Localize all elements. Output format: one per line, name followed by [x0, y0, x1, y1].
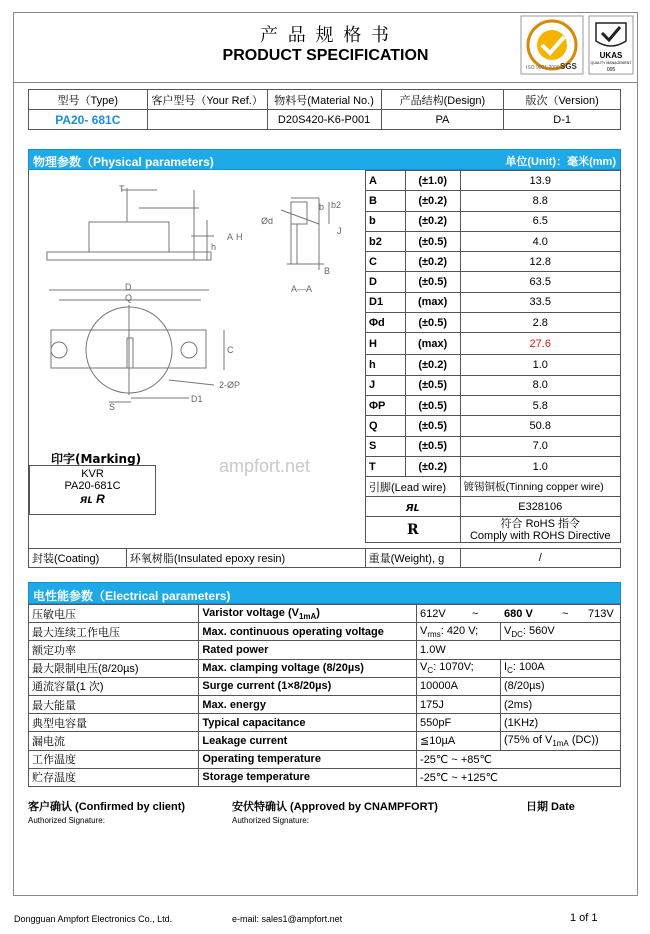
drawing-label-d1: D1 — [191, 394, 203, 404]
param-en — [199, 677, 417, 695]
electrical-row — [29, 605, 621, 623]
footer-email[interactable]: e-mail: sales1@ampfort.net — [232, 914, 343, 924]
param-value: 4.0 — [460, 231, 620, 251]
physical-row — [366, 211, 621, 231]
value-2-sub: 1mA — [552, 739, 569, 748]
param-value: 27.6 — [460, 333, 620, 355]
electrical-section-header — [28, 582, 621, 604]
physical-row — [366, 395, 621, 415]
param-tolerance: (±0.5) — [405, 436, 460, 456]
lead-wire-label: 引脚(Lead wire) — [366, 477, 461, 497]
param-en-text: Varistor voltage (V — [202, 606, 299, 619]
param-cn-text: 额定功率 — [32, 644, 76, 657]
param-en-sub: 1mA — [298, 611, 317, 621]
physical-row — [366, 231, 621, 251]
drawing-label-h: h — [211, 242, 217, 252]
physical-row — [366, 436, 621, 456]
watermark: ampfort.net — [219, 456, 311, 476]
param-value-1 — [417, 641, 621, 659]
lead-wire-row — [366, 477, 621, 497]
param-cn-text: 最大连续工作电压 — [32, 626, 120, 639]
param-name: b2 — [366, 231, 406, 251]
param-cn — [29, 605, 199, 623]
info-table — [28, 89, 621, 130]
param-value-2 — [501, 677, 621, 695]
param-en — [199, 732, 417, 750]
param-value: 33.5 — [460, 292, 620, 312]
info-material-value: D20S420-K6-P001 — [267, 110, 381, 130]
value-2: I — [504, 661, 508, 674]
physical-title: 物理参数（Physical parameters) — [33, 155, 214, 169]
value-1-sub: C — [427, 666, 434, 676]
info-header-ref: 客户型号（Your Ref.） — [147, 90, 267, 110]
param-tolerance: (±0.5) — [405, 395, 460, 415]
drawing-label-a: A — [227, 232, 234, 242]
drawing-label-h-max: H — [236, 232, 243, 242]
info-type-value: PA20- 681C — [29, 110, 148, 130]
param-value-1 — [417, 750, 621, 768]
param-tolerance: (max) — [405, 333, 460, 355]
value-nominal: 680 V — [504, 607, 533, 620]
drawing-label-b-cap: B — [324, 266, 331, 276]
param-value: 5.8 — [460, 395, 620, 415]
param-en — [199, 714, 417, 732]
param-en — [199, 768, 417, 786]
param-value: 8.0 — [460, 375, 620, 395]
drawing-label-d: Ød — [261, 216, 274, 226]
param-en — [199, 605, 417, 623]
physical-row — [366, 292, 621, 312]
electrical-row — [29, 659, 621, 677]
electrical-row — [29, 750, 621, 768]
ukas-cert-logo — [588, 15, 634, 75]
value-1: V — [420, 661, 428, 674]
sgs-label: SGS — [560, 62, 577, 71]
param-value: 63.5 — [460, 272, 620, 292]
param-value-2 — [501, 695, 621, 713]
value-2-tail: : 560V — [522, 624, 555, 637]
param-name: H — [366, 333, 406, 355]
value-2: V — [504, 624, 512, 637]
param-value: 7.0 — [460, 436, 620, 456]
param-cn-text: 压敏电压 — [32, 608, 76, 621]
coating-label: 封装(Coating) — [29, 549, 127, 568]
param-name: T — [366, 456, 406, 476]
physical-params-table — [365, 170, 621, 543]
electrical-row — [29, 768, 621, 786]
param-value: 12.8 — [460, 252, 620, 272]
rohs-cn: 符合 RoHS 指令 — [500, 517, 580, 530]
dimension-drawing — [29, 170, 366, 460]
value-2: (75% of V — [504, 733, 553, 746]
physical-row — [366, 252, 621, 272]
drawing-area — [28, 170, 365, 548]
param-name: C — [366, 252, 406, 272]
drawing-label-b2: b2 — [331, 200, 342, 210]
param-value: 2.8 — [460, 313, 620, 333]
param-cn-text: 典型电容量 — [32, 717, 87, 730]
info-design-value: PA — [381, 110, 504, 130]
drawing-label-t: T — [119, 184, 125, 194]
electrical-title: 电性能参数（Electrical parameters) — [33, 589, 231, 603]
footer-page: 1 of 1 — [570, 912, 598, 924]
sgs-cert-logo — [520, 15, 584, 75]
param-en-text: Max. energy — [202, 698, 266, 711]
param-value: 8.8 — [460, 191, 620, 211]
param-tolerance: (±0.2) — [405, 211, 460, 231]
drawing-section-label: A—A — [291, 284, 313, 294]
param-name: B — [366, 191, 406, 211]
param-cn-text: 工作温度 — [32, 754, 76, 767]
iso-label: ISO 9001:2000 — [526, 65, 560, 71]
param-name: A — [366, 171, 406, 191]
param-value: 13.9 — [460, 171, 620, 191]
param-en-text: Surge current (1×8/20µs) — [202, 680, 332, 693]
param-name: h — [366, 355, 406, 375]
drawing-label-c: C — [227, 345, 234, 355]
param-tolerance: (±0.2) — [405, 355, 460, 375]
drawing-label-j: J — [337, 226, 342, 236]
param-en — [199, 659, 417, 677]
value-1: 10000A — [420, 680, 458, 693]
info-header-design: 产品结构(Design) — [381, 90, 504, 110]
value-1: 175J — [420, 698, 444, 711]
param-cn — [29, 695, 199, 713]
param-value-1 — [417, 695, 501, 713]
value-min: 612V — [420, 607, 446, 620]
value-2-tail: : 100A — [512, 661, 545, 674]
param-cn — [29, 750, 199, 768]
param-value: 6.5 — [460, 211, 620, 231]
param-name: D1 — [366, 292, 406, 312]
param-en-text: Typical capacitance — [202, 716, 306, 729]
electrical-row — [29, 714, 621, 732]
param-value-2 — [501, 714, 621, 732]
marking-title: 印字(Marking) — [51, 452, 142, 466]
param-cn — [29, 714, 199, 732]
drawing-label-dd: D — [125, 282, 132, 292]
param-tolerance: (±0.5) — [405, 272, 460, 292]
param-value-1 — [417, 732, 501, 750]
value-max: 713V — [588, 607, 614, 620]
value-1-tail: : 1070V; — [433, 661, 474, 674]
param-cn-text: 最大能量 — [32, 699, 76, 712]
electrical-row — [29, 641, 621, 659]
coating-row — [29, 549, 621, 568]
lead-wire-value: 镀锡铜板(Tinning copper wire) — [460, 477, 620, 497]
param-value-2 — [501, 623, 621, 641]
param-cn-text: 最大限制电压(8/20µs) — [32, 663, 139, 676]
value-2-sub: C — [507, 666, 513, 676]
param-value — [417, 605, 621, 623]
param-name: J — [366, 375, 406, 395]
param-name: D — [366, 272, 406, 292]
value-2: (8/20µs) — [504, 680, 545, 693]
param-cn — [29, 623, 199, 641]
date-label: 日期 Date — [526, 801, 575, 813]
ul-row — [366, 497, 621, 517]
param-tolerance: (±0.2) — [405, 252, 460, 272]
info-ref-value — [147, 110, 267, 130]
param-cn — [29, 768, 199, 786]
param-name: S — [366, 436, 406, 456]
approved-confirm: 安伏特确认 (Approved by CNAMPFORT) — [232, 801, 438, 813]
param-tolerance: (±0.5) — [405, 231, 460, 251]
param-value-2 — [501, 732, 621, 750]
info-value-row — [29, 110, 621, 130]
electrical-row — [29, 677, 621, 695]
marking-line-2: PA20-681C — [64, 480, 121, 492]
info-version-value: D-1 — [504, 110, 621, 130]
param-tolerance: (±0.2) — [405, 456, 460, 476]
client-confirm: 客户确认 (Confirmed by client) — [28, 801, 186, 813]
ul-logo-icon: ᴙʟ — [366, 497, 461, 517]
physical-row — [366, 355, 621, 375]
param-value: 1.0 — [460, 355, 620, 375]
weight-value: / — [460, 549, 620, 568]
param-name: Φd — [366, 313, 406, 333]
electrical-row — [29, 695, 621, 713]
param-tolerance: (±1.0) — [405, 171, 460, 191]
info-header-row — [29, 90, 621, 110]
physical-unit: 单位(Unit)：毫米(mm) — [505, 156, 616, 168]
param-tolerance: (±0.5) — [405, 375, 460, 395]
value-2-sub: DC — [511, 629, 523, 639]
param-cn-text: 漏电流 — [32, 735, 65, 748]
header — [14, 13, 637, 83]
rohs-r-icon: R — [366, 517, 461, 543]
title-en: PRODUCT SPECIFICATION — [222, 47, 429, 64]
param-value-2 — [501, 659, 621, 677]
marking-line-1: KVR — [81, 468, 104, 480]
physical-row — [366, 456, 621, 476]
ul-mark-icon: ᴙʟ R — [80, 492, 105, 506]
value-1: -25℃ ~ +85℃ — [420, 753, 492, 766]
param-cn — [29, 677, 199, 695]
approved-signature-label: Authorized Signature: — [232, 816, 309, 825]
weight-label: 重量(Weight), g — [365, 549, 460, 568]
param-en-text: Storage temperature — [202, 771, 310, 784]
param-value-1 — [417, 677, 501, 695]
physical-row — [366, 272, 621, 292]
param-en — [199, 750, 417, 768]
info-header-version: 版次（Version) — [504, 90, 621, 110]
rohs-en: Comply with ROHS Directive — [469, 529, 611, 542]
value-1: ≦10µA — [420, 735, 456, 748]
electrical-row — [29, 732, 621, 750]
param-value-1 — [417, 659, 501, 677]
value-1: V — [420, 624, 428, 637]
param-en-text: Leakage current — [202, 734, 288, 747]
electrical-params-table — [28, 604, 621, 787]
param-tolerance: (±0.5) — [405, 313, 460, 333]
physical-row — [366, 333, 621, 355]
param-cn — [29, 732, 199, 750]
param-en-text: Max. continuous operating voltage — [202, 625, 384, 638]
value-1: -25℃ ~ +125℃ — [420, 771, 498, 784]
param-en-tail: ) — [316, 606, 320, 619]
value-2-tail: (DC)) — [568, 733, 599, 746]
physical-row — [366, 375, 621, 395]
value-1: 1.0W — [420, 643, 446, 656]
electrical-row — [29, 623, 621, 641]
coating-value: 环氧树脂(Insulated epoxy resin) — [126, 549, 365, 568]
drawing-label-b: b — [319, 202, 325, 212]
param-en — [199, 623, 417, 641]
param-tolerance: (±0.2) — [405, 191, 460, 211]
param-name: b — [366, 211, 406, 231]
param-tolerance: (±0.5) — [405, 416, 460, 436]
param-value: 50.8 — [460, 416, 620, 436]
param-value-1 — [417, 714, 501, 732]
param-cn — [29, 641, 199, 659]
ukas-code: 005 — [606, 67, 616, 73]
value-sep: ~ — [472, 607, 479, 620]
rohs-cell — [460, 517, 620, 543]
value-1-sub: rms — [427, 629, 441, 639]
value-1: 550pF — [420, 716, 452, 729]
rohs-row — [366, 517, 621, 543]
ul-number: E328106 — [460, 497, 620, 517]
coating-table — [28, 548, 621, 568]
value-2: (2ms) — [504, 698, 533, 711]
param-en-text: Operating temperature — [202, 753, 321, 766]
physical-row — [366, 171, 621, 191]
value-sep2: ~ — [562, 607, 569, 620]
param-en-text: Rated power — [202, 643, 269, 656]
footer-company: Dongguan Ampfort Electronics Co., Ltd. — [14, 914, 173, 924]
ukas-label: UKAS — [599, 51, 623, 60]
param-value-1 — [417, 768, 621, 786]
param-cn-text: 贮存温度 — [32, 772, 76, 785]
param-cn — [29, 659, 199, 677]
param-en — [199, 695, 417, 713]
info-header-type: 型号（Type) — [29, 90, 148, 110]
physical-section-header — [28, 149, 621, 170]
ukas-sub: QUALITY MANAGEMENT — [590, 61, 632, 65]
param-en — [199, 641, 417, 659]
drawing-label-q: Q — [125, 293, 133, 303]
marking-box — [29, 465, 156, 515]
param-value: 1.0 — [460, 456, 620, 476]
info-header-material: 物料号(Material No.) — [267, 90, 381, 110]
drawing-label-2p: 2-ØP — [219, 380, 241, 390]
physical-row — [366, 313, 621, 333]
param-name: Q — [366, 416, 406, 436]
title-cn: 产 品 规 格 书 — [260, 25, 391, 46]
value-1-tail: : 420 V; — [440, 624, 479, 637]
physical-row — [366, 416, 621, 436]
drawing-label-s: S — [109, 402, 116, 412]
physical-row — [366, 191, 621, 211]
client-signature-label: Authorized Signature: — [28, 816, 105, 825]
param-cn-text: 通流容量(1 次) — [32, 681, 104, 694]
param-name: ΦP — [366, 395, 406, 415]
param-tolerance: (max) — [405, 292, 460, 312]
param-value-1 — [417, 623, 501, 641]
param-en-text: Max. clamping voltage (8/20µs) — [202, 662, 364, 675]
value-2: (1KHz) — [504, 716, 539, 729]
